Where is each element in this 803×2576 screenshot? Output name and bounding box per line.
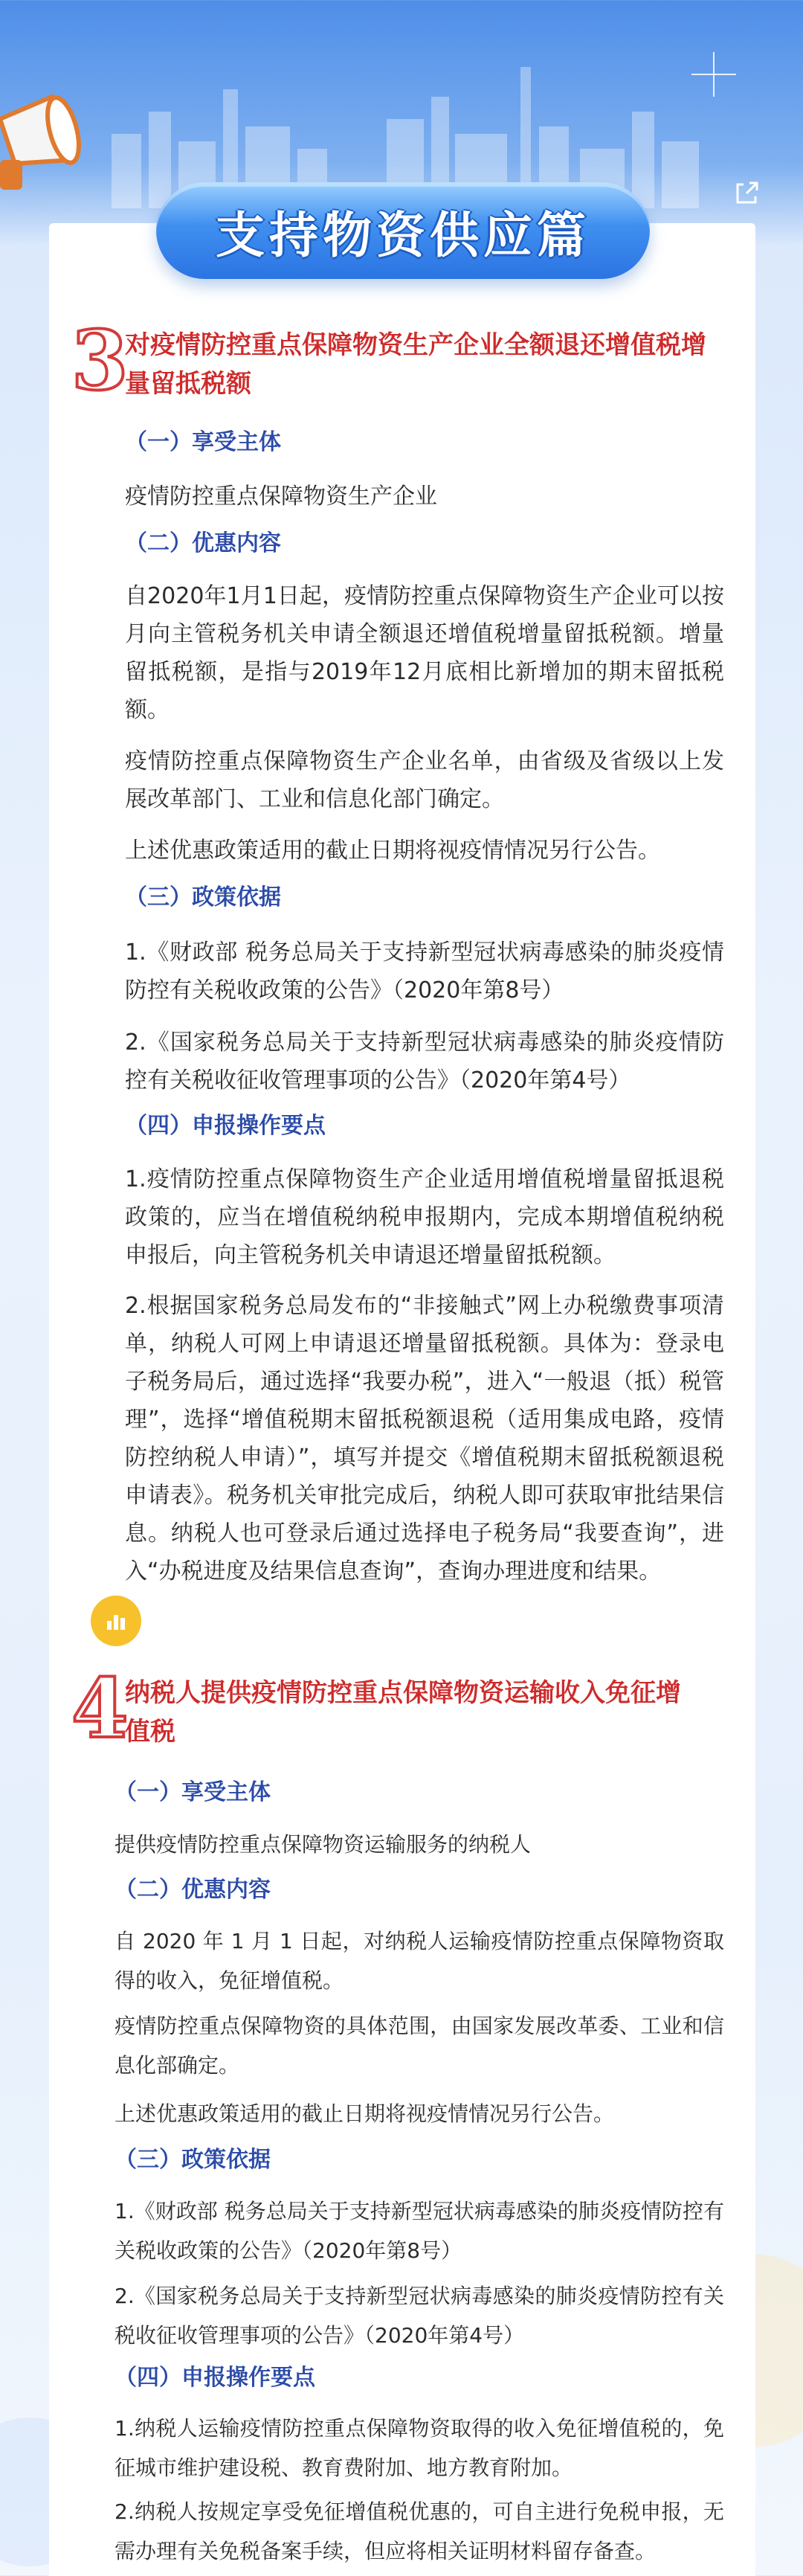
- paragraph: 上述优惠政策适用的截止日期将视疫情情况另行公告。: [115, 2101, 615, 2126]
- paragraph: 上述优惠政策适用的截止日期将视疫情情况另行公告。: [125, 838, 660, 864]
- subheading-benefit: （二）优惠内容: [125, 530, 281, 556]
- paragraph: 提供疫情防控重点保障物资运输服务的纳税人: [115, 1832, 532, 1857]
- paragraph: 2.根据国家税务总局发布的“非接触式”网上办税缴费事项清单，纳税人可网上申请退还增量留抵税额。具体为：登录电子税务局后，通过选择“我要办税”，进入“一般退（抵）税管理”，选择“增值税期末留抵税额退税（适用集成电路，疫情防控纳税人申请）”，填写并提交《增值税期末留抵税额退税申请表》。税务机关审批完成后，纳税人即可获取审批结果信息。纳税人也可登录后通过选择电子税务局“我要查询”，进入“办税进度及结果信息查询”，查询办理进度和结果。: [125, 1293, 724, 1584]
- paragraph: 1.《财政部 税务总局关于支持新型冠状病毒感染的肺炎疫情防控有关税收政策的公告》（2020年第8号）: [125, 939, 724, 1003]
- section-title-line: 对疫情防控重点保障物资生产企业全额退还增值税增: [125, 330, 706, 360]
- subheading-operation: （四）申报操作要点: [125, 1113, 326, 1139]
- megaphone-icon: [0, 89, 89, 201]
- paragraph: 疫情防控重点保障物资生产企业名单，由省级及省级以上发展改革部门、工业和信息化部门确定。: [125, 748, 724, 812]
- chart-badge-icon: [91, 1596, 141, 1646]
- paragraph: 2.《国家税务总局关于支持新型冠状病毒感染的肺炎疫情防控有关税收征收管理事项的公告》（2020年第4号）: [125, 1030, 724, 1093]
- subheading-benefit: （二）优惠内容: [115, 1877, 271, 1903]
- subheading-subject: （一）享受主体: [115, 1779, 271, 1805]
- paragraph: 疫情防控重点保障物资的具体范围，由国家发展改革委、工业和信息化部确定。: [115, 2014, 724, 2078]
- section-title: [125, 1674, 735, 1751]
- paragraph: 1.疫情防控重点保障物资生产企业适用增值税增量留抵退税政策的，应当在增值税纳税申报期内，完成本期增值税纳税申报后，向主管税务机关申请退还增量留抵税额。: [125, 1166, 724, 1268]
- section-number: 4: [71, 1660, 129, 1756]
- section-title: [125, 326, 735, 403]
- paragraph: 1.《财政部 税务总局关于支持新型冠状病毒感染的肺炎疫情防控有关税收政策的公告》（2020年第8号）: [115, 2199, 724, 2263]
- section-title-line: 纳税人提供疫情防控重点保障物资运输收入免征增: [125, 1678, 681, 1708]
- paragraph: 2.纳税人按规定享受免征增值税优惠的，可自主进行免税申报，无需办理有关免税备案手续，但应将相关证明材料留存备查。: [115, 2499, 724, 2563]
- section-banner: [156, 182, 650, 279]
- section-number: 3: [71, 312, 129, 408]
- paragraph: 疫情防控重点保障物资生产企业: [125, 484, 437, 510]
- section-title-line: 值税: [125, 1717, 175, 1747]
- paragraph: 自2020年1月1日起，疫情防控重点保障物资生产企业可以按月向主管税务机关申请全额退还增值税增量留抵税额。增量留抵税额，是指与2019年12月底相比新增加的期末留抵税额。: [125, 583, 724, 723]
- banner-title: 支持物资供应篇: [216, 206, 590, 264]
- subheading-operation: （四）申报操作要点: [115, 2365, 315, 2391]
- sparkle-icon: [691, 52, 736, 97]
- subheading-basis: （三）政策依据: [115, 2147, 271, 2173]
- paragraph: 自 2020 年 1 月 1 日起，对纳税人运输疫情防控重点保障物资取得的收入，免征增值税。: [115, 1929, 724, 1993]
- paragraph: 2.《国家税务总局关于支持新型冠状病毒感染的肺炎疫情防控有关税收征收管理事项的公告》（2020年第4号）: [115, 2284, 724, 2348]
- subheading-subject: （一）享受主体: [125, 429, 281, 455]
- subheading-basis: （三）政策依据: [125, 884, 281, 910]
- paragraph: 1.纳税人运输疫情防控重点保障物资取得的收入免征增值税的，免征城市维护建设税、教育费附加、地方教育附加。: [115, 2416, 724, 2480]
- section-title-line: 量留抵税额: [125, 369, 251, 399]
- share-icon[interactable]: [732, 179, 761, 208]
